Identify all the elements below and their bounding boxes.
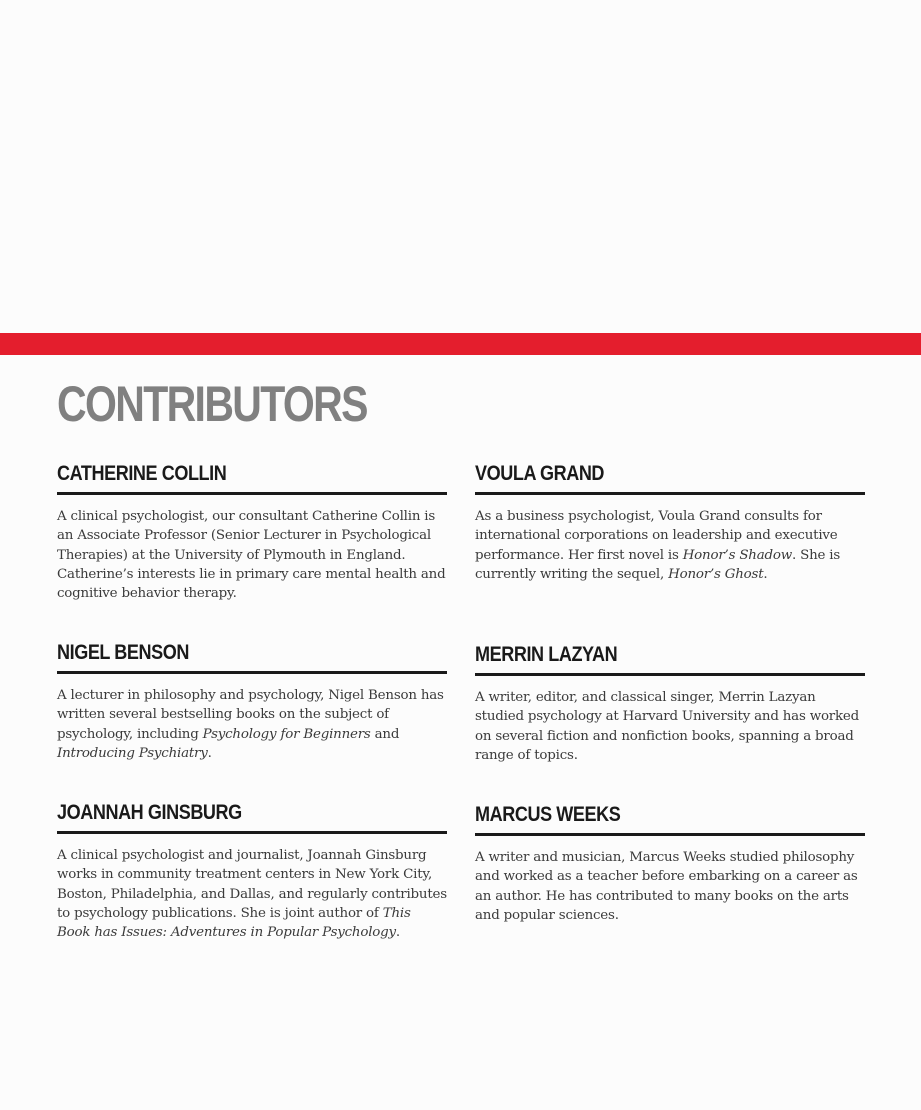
contributor-voula-grand xyxy=(475,460,865,584)
bio-text: . xyxy=(207,745,212,761)
page-title: CONTRIBUTORS xyxy=(57,376,367,432)
contributor-bio xyxy=(475,688,865,765)
red-accent-bar xyxy=(0,333,921,355)
bio-text: A lecturer in philosophy and psychology, Nigel Benson has written several bestselling books on the subject of psychology, including xyxy=(57,688,444,742)
contributor-name: MARCUS WEEKS xyxy=(475,803,621,826)
contributor-catherine-collin xyxy=(57,460,447,603)
contributor-name: CATHERINE COLLIN xyxy=(57,462,227,485)
contributor-marcus-weeks xyxy=(475,801,865,925)
contributor-bio xyxy=(57,507,447,603)
contributor-merrin-lazyan xyxy=(475,641,865,765)
divider-rule xyxy=(475,492,865,495)
bio-text: As a business psychologist, Voula Grand consults for international corporations on leadership and executive performance. Her first novel is xyxy=(475,509,838,563)
book-title: Introducing Psychiatry xyxy=(57,745,208,761)
contributor-bio xyxy=(475,507,865,584)
bio-text: A writer and musician, Marcus Weeks studied philosophy and worked as a teacher before embarking on a career as an author. He has contributed to many books on the arts and popular sciences. xyxy=(475,850,858,923)
contributor-name: JOANNAH GINSBURG xyxy=(57,801,242,824)
contributor-nigel-benson xyxy=(57,639,447,763)
book-title: Psychology for Beginners xyxy=(202,726,371,742)
contributor-joannah-ginsburg xyxy=(57,799,447,942)
divider-rule xyxy=(475,833,865,836)
divider-rule xyxy=(57,671,447,674)
bio-text: A clinical psychologist, our consultant Catherine Collin is an Associate Professor (Senior Lecturer in Psychological Therapies) at the University of Plymouth in England. Catherine’s interests lie in primary care mental health and cognitive behavior therapy. xyxy=(57,509,446,602)
divider-rule xyxy=(475,673,865,676)
bio-text: . She is currently writing the sequel, xyxy=(475,547,841,582)
divider-rule xyxy=(57,492,447,495)
contributor-name: VOULA GRAND xyxy=(475,462,605,485)
bio-text: . xyxy=(763,566,768,582)
book-title: Honor’s Ghost xyxy=(668,566,764,582)
divider-rule xyxy=(57,831,447,834)
contributor-bio xyxy=(57,686,447,763)
bio-text: A clinical psychologist and journalist, Joannah Ginsburg works in community treatment centers in New York City, Boston, Philadelphia, and Dallas, and regularly contributes to psychology publications. She is joint author of xyxy=(57,848,447,921)
bio-text: and xyxy=(370,726,400,742)
bio-text: A writer, editor, and classical singer, Merrin Lazyan studied psychology at Harvard University and has worked on several fiction and nonfiction books, spanning a broad range of topics. xyxy=(475,690,860,763)
contributor-bio xyxy=(57,846,447,942)
book-title: This Book has Issues: Adventures in Popular Psychology xyxy=(57,905,411,941)
contributor-name: NIGEL BENSON xyxy=(57,641,189,664)
contributor-bio xyxy=(475,848,865,925)
bio-text: . xyxy=(395,925,400,941)
contributor-name: MERRIN LAZYAN xyxy=(475,643,618,666)
book-title: Honor’s Shadow xyxy=(682,547,792,563)
